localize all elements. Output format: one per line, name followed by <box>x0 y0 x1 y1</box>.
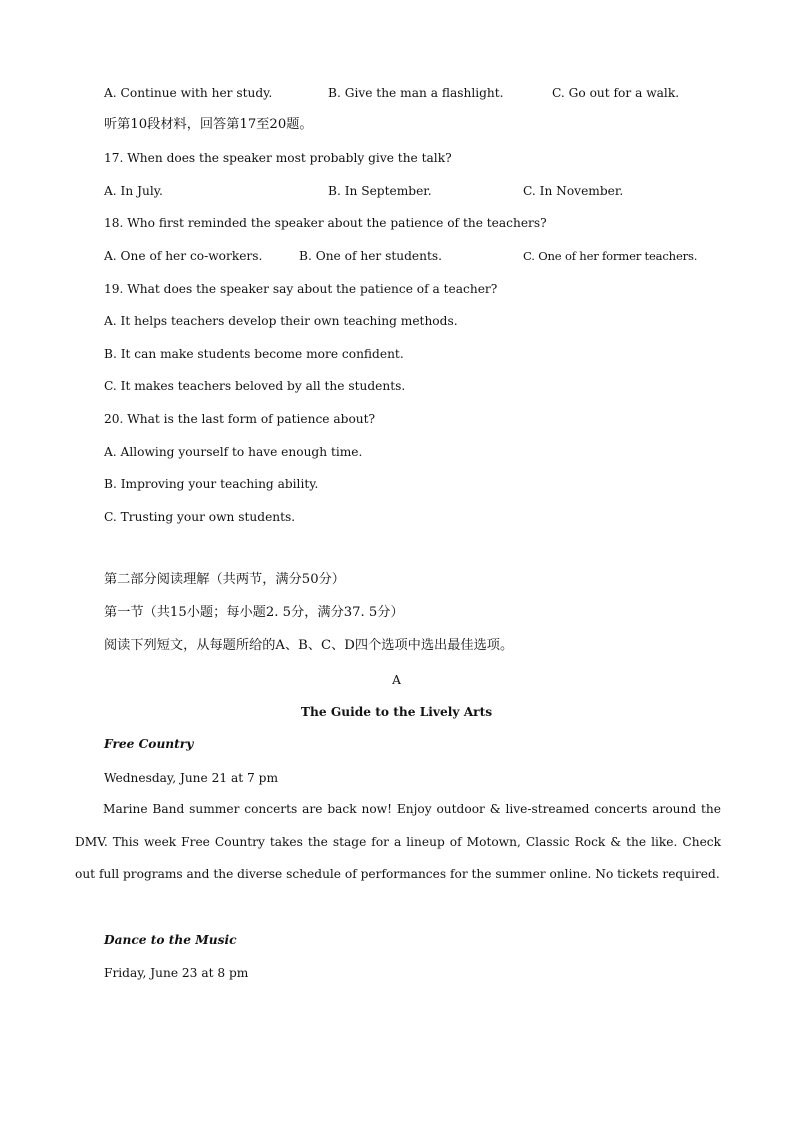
q18-option-c: C. One of her former teachers. <box>523 249 698 263</box>
part2-instruction: 阅读下列短文，从每题所给的A、B、C、D四个选项中选出最佳选项。 <box>104 638 514 653</box>
part2-section1: 第一节（共15小题；每小题2. 5分，满分37. 5分） <box>104 605 404 620</box>
q20-option-a: A. Allowing yourself to have enough time. <box>104 445 363 459</box>
q18-option-b: B. One of her students. <box>299 249 443 263</box>
q19-option-a: A. It helps teachers develop their own teaching methods. <box>104 314 458 328</box>
q20-option-c: C. Trusting your own students. <box>104 510 296 524</box>
q17-option-b: B. In September. <box>328 184 432 198</box>
event1-name: Free Country <box>104 737 194 751</box>
q19-stem: 19. What does the speaker say about the patience of a teacher? <box>104 282 498 296</box>
q16-option-b: B. Give the man a flashlight. <box>328 86 504 100</box>
q18-option-a: A. One of her co-workers. <box>104 249 263 263</box>
q17-option-a: A. In July. <box>104 184 163 198</box>
passage-title: The Guide to the Lively Arts <box>300 705 493 719</box>
q17-stem: 17. When does the speaker most probably give the talk? <box>104 151 452 165</box>
part2-title: 第二部分阅读理解（共两节，满分50分） <box>104 572 345 587</box>
q16-option-c: C. Go out for a walk. <box>552 86 680 100</box>
q18-stem: 18. Who first reminded the speaker about the patience of the teachers? <box>104 216 547 230</box>
section10-header: 听第10段材料，回答第17至20题。 <box>104 117 313 132</box>
event2-date: Friday, June 23 at 8 pm <box>104 966 249 980</box>
q20-option-b: B. Improving your teaching ability. <box>104 477 319 491</box>
passage-letter: A <box>392 673 401 687</box>
event1-date: Wednesday, June 21 at 7 pm <box>104 771 279 785</box>
q20-stem: 20. What is the last form of patience about? <box>104 412 376 426</box>
q19-option-b: B. It can make students become more confident. <box>104 347 404 361</box>
q19-option-c: C. It makes teachers beloved by all the students. <box>104 379 406 393</box>
q17-option-c: C. In November. <box>523 184 624 198</box>
event2-name: Dance to the Music <box>104 933 237 947</box>
event1-body: Marine Band summer concerts are back now! Enjoy outdoor & live-streamed concerts around the DMV. This week Free Country takes the stage for a lineup of Motown, Classic Rock & the like. Check out full programs and the diverse schedule of performances for the summer online. No tickets required. <box>75 802 721 882</box>
q16-option-a: A. Continue with her study. <box>104 86 273 100</box>
